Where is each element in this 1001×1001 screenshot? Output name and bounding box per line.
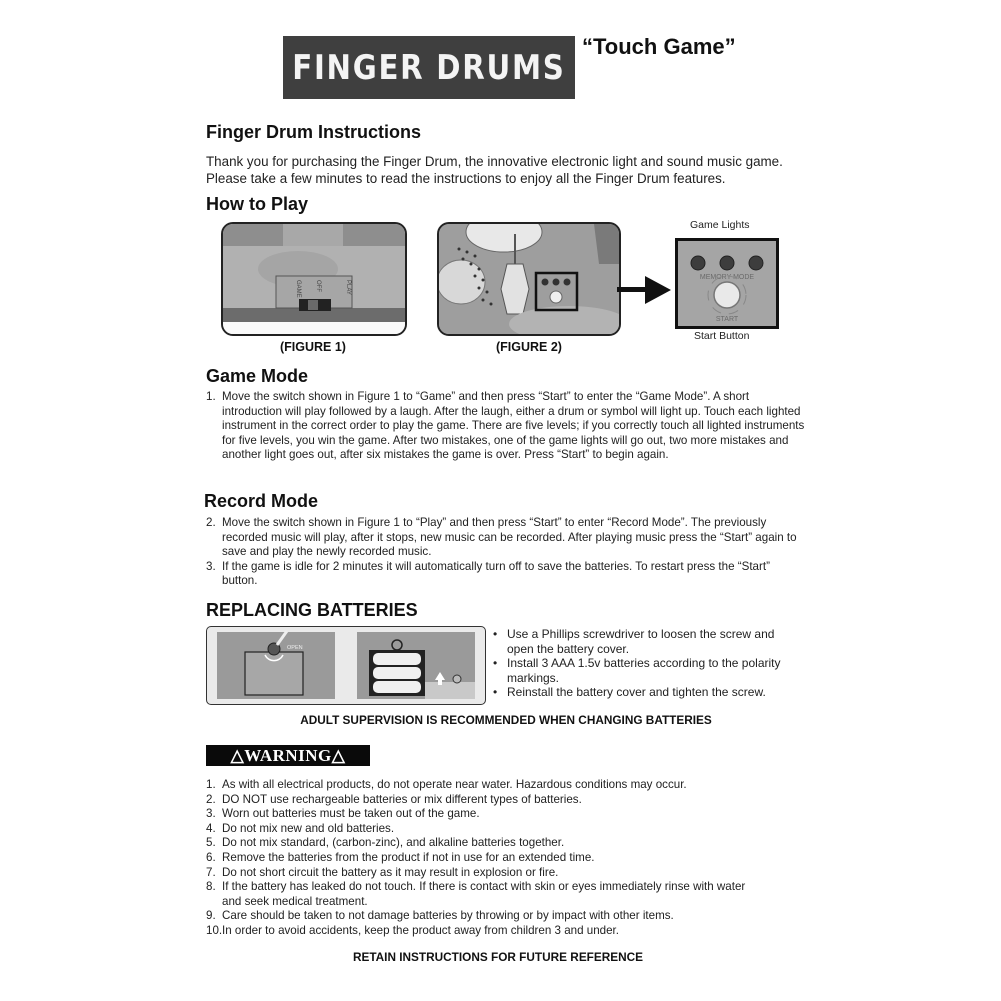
- svg-text:OFF: OFF: [315, 280, 321, 292]
- adult-supervision-note: ADULT SUPERVISION IS RECOMMENDED WHEN CHANGING BATTERIES: [300, 713, 712, 727]
- figure-2-image: [437, 222, 621, 336]
- batteries-title: REPLACING BATTERIES: [206, 600, 418, 620]
- intro-line: Thank you for purchasing the Finger Drum, the innovative electronic light and sound music game.: [206, 154, 783, 169]
- battery-step: • Use a Phillips screwdriver to loosen the screw and open the battery cover.: [493, 627, 793, 656]
- figure-1-image: [221, 222, 407, 336]
- warning-item: 8. If the battery has leaked do not touch. If there is contact with skin or eyes immediately rinse with water and seek medical treatment.: [206, 880, 746, 908]
- warning-item: 7. Do not short circuit the battery as it may result in explosion or fire.: [206, 865, 559, 879]
- game-mode-list: [206, 390, 806, 463]
- arrow-right-icon: [617, 273, 672, 307]
- warning-banner: △WARNING△: [206, 745, 370, 766]
- warning-item: 9. Care should be taken to not damage batteries by throwing or by impact with other items.: [206, 909, 674, 923]
- record-mode-item: [206, 516, 806, 560]
- record-mode-item: [206, 560, 806, 589]
- retain-instructions-note: RETAIN INSTRUCTIONS FOR FUTURE REFERENCE: [352, 950, 644, 964]
- battery-step: • Reinstall the battery cover and tighten the screw.: [493, 685, 793, 700]
- subtitle: “Touch Game”: [582, 34, 736, 59]
- switch-illustration: [223, 224, 405, 334]
- warning-item: 6. Remove the batteries from the product if not in use for an extended time.: [206, 850, 595, 864]
- item-number: 2.: [206, 516, 216, 529]
- warning-item: 4. Do not mix new and old batteries.: [206, 821, 395, 835]
- record-mode-list: [206, 516, 806, 589]
- warning-item: 3. Worn out batteries must be taken out of the game.: [206, 807, 480, 821]
- game-mode-item: [206, 390, 806, 463]
- item-number: 1.: [206, 390, 216, 403]
- intro-line: Please take a few minutes to read the instructions to enjoy all the Finger Drum features.: [206, 171, 726, 186]
- brand-banner: [283, 36, 575, 99]
- brand-title: FINGER DRUMS: [292, 47, 566, 88]
- battery-figure: [206, 626, 486, 705]
- warning-item: 2. DO NOT use rechargeable batteries or mix different types of batteries.: [206, 792, 582, 806]
- intro-title: Finger Drum Instructions: [206, 122, 422, 142]
- figure-2-caption: (FIGURE 2): [496, 340, 562, 354]
- figure-1-caption: (FIGURE 1): [280, 340, 346, 354]
- item-number: 3.: [206, 559, 216, 573]
- record-mode-title: Record Mode: [204, 491, 319, 511]
- battery-step: • Install 3 AAA 1.5v batteries according to the polarity markings.: [493, 656, 793, 685]
- game-lights-label: Game Lights: [690, 219, 750, 231]
- game-lights-illustration: [678, 241, 776, 326]
- warning-item: 5. Do not mix standard, (carbon-zinc), and alkaline batteries together.: [206, 836, 565, 850]
- item-text: If the game is idle for 2 minutes it will automatically turn off to save the batteries. To restart press the “Start” button.: [222, 559, 770, 588]
- warning-list: [206, 778, 766, 939]
- how-to-play-title: How to Play: [206, 194, 309, 214]
- game-mode-title: Game Mode: [206, 366, 309, 386]
- warning-item: 10. In order to avoid accidents, keep the product away from children 3 and under.: [206, 923, 620, 937]
- start-button-detail-image: [675, 238, 779, 329]
- svg-text:PLAY: PLAY: [345, 280, 351, 295]
- intro-text: [206, 153, 806, 187]
- svg-text:START: START: [715, 316, 739, 323]
- svg-text:OPEN: OPEN: [287, 645, 303, 651]
- drum-kit-illustration: [439, 224, 619, 334]
- start-button-label: Start Button: [694, 330, 750, 342]
- item-text: Move the switch shown in Figure 1 to “Play” and then press “Start” to enter “Record Mode”. The previously recorded music will play, after it stops, new music can be recorded. After playing music press the “Start” again to save and play the newly recorded music.: [222, 516, 797, 559]
- battery-instructions: [493, 627, 793, 700]
- battery-illustration: [207, 627, 485, 704]
- svg-text:MEMORY MODE: MEMORY MODE: [699, 274, 755, 281]
- warning-item: 1. As with all electrical products, do not operate near water. Hazardous conditions may occur.: [206, 778, 687, 791]
- item-text: Move the switch shown in Figure 1 to “Game” and then press “Start” to enter the “Game Mode”. A short introduction will play followed by a laugh. After the laugh, either a drum or symbol will light up. Touch each lighted instrument in the correct order to play the game. There are five levels; if you correctly touch all lighted instruments for five levels, you win the game. After two mistakes, one of the game lights will go out, two more mistakes and another light goes out, after six mistakes the game is over. Press “Start” to begin again.: [222, 390, 805, 462]
- svg-text:GAME: GAME: [295, 280, 301, 298]
